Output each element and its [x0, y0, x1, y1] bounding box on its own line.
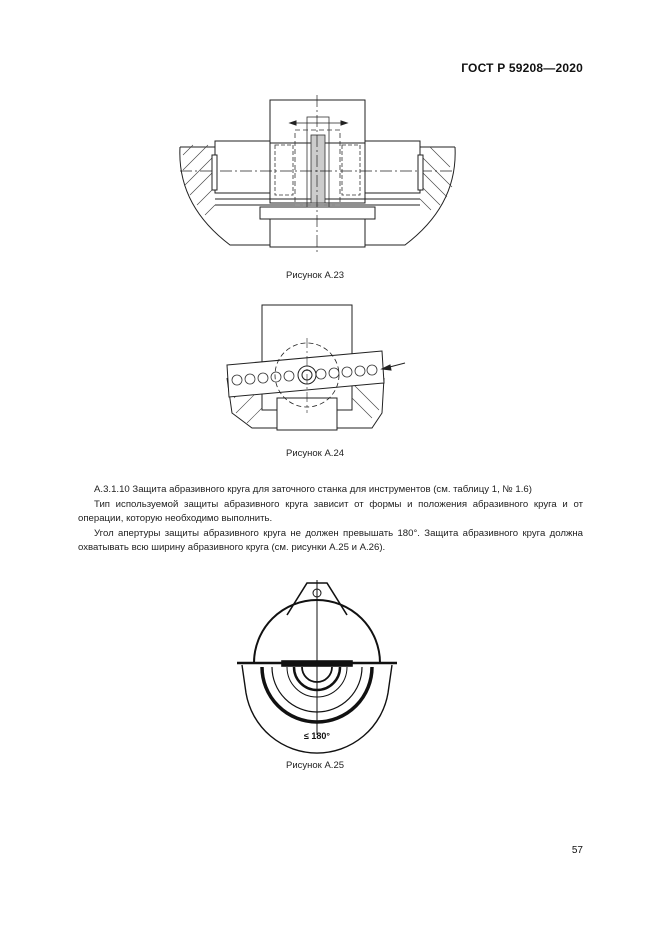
- figure-a24-caption: Рисунок А.24: [286, 448, 345, 459]
- paragraph-2: Угол апертуры защиты абразивного круга не должен превышать 180°. Защита абразивного круга должна охватывать всю ширину абразивного круга (см. рисунки А.25 и А.26).: [78, 527, 583, 553]
- figure-a25-drawing: [232, 575, 402, 745]
- figure-a23-caption: Рисунок А.23: [286, 270, 345, 281]
- figure-a25-caption: Рисунок А.25: [286, 760, 345, 771]
- body-text: [78, 483, 583, 556]
- paragraph-1: Тип используемой защиты абразивного круга зависит от формы и положения абразивного круга и от операции, которую необходимо выполнить.: [78, 498, 583, 524]
- figure-a24-drawing: [222, 303, 412, 438]
- angle-label: ≤ 180°: [303, 731, 331, 741]
- standard-header: ГОСТ Р 59208—2020: [461, 61, 583, 75]
- figure-a23-drawing: [175, 95, 460, 255]
- page-number: 57: [571, 845, 583, 856]
- clause-heading: А.3.1.10 Защита абразивного круга для заточного станка для инструментов (см. таблицу 1, № 1.6): [94, 484, 532, 495]
